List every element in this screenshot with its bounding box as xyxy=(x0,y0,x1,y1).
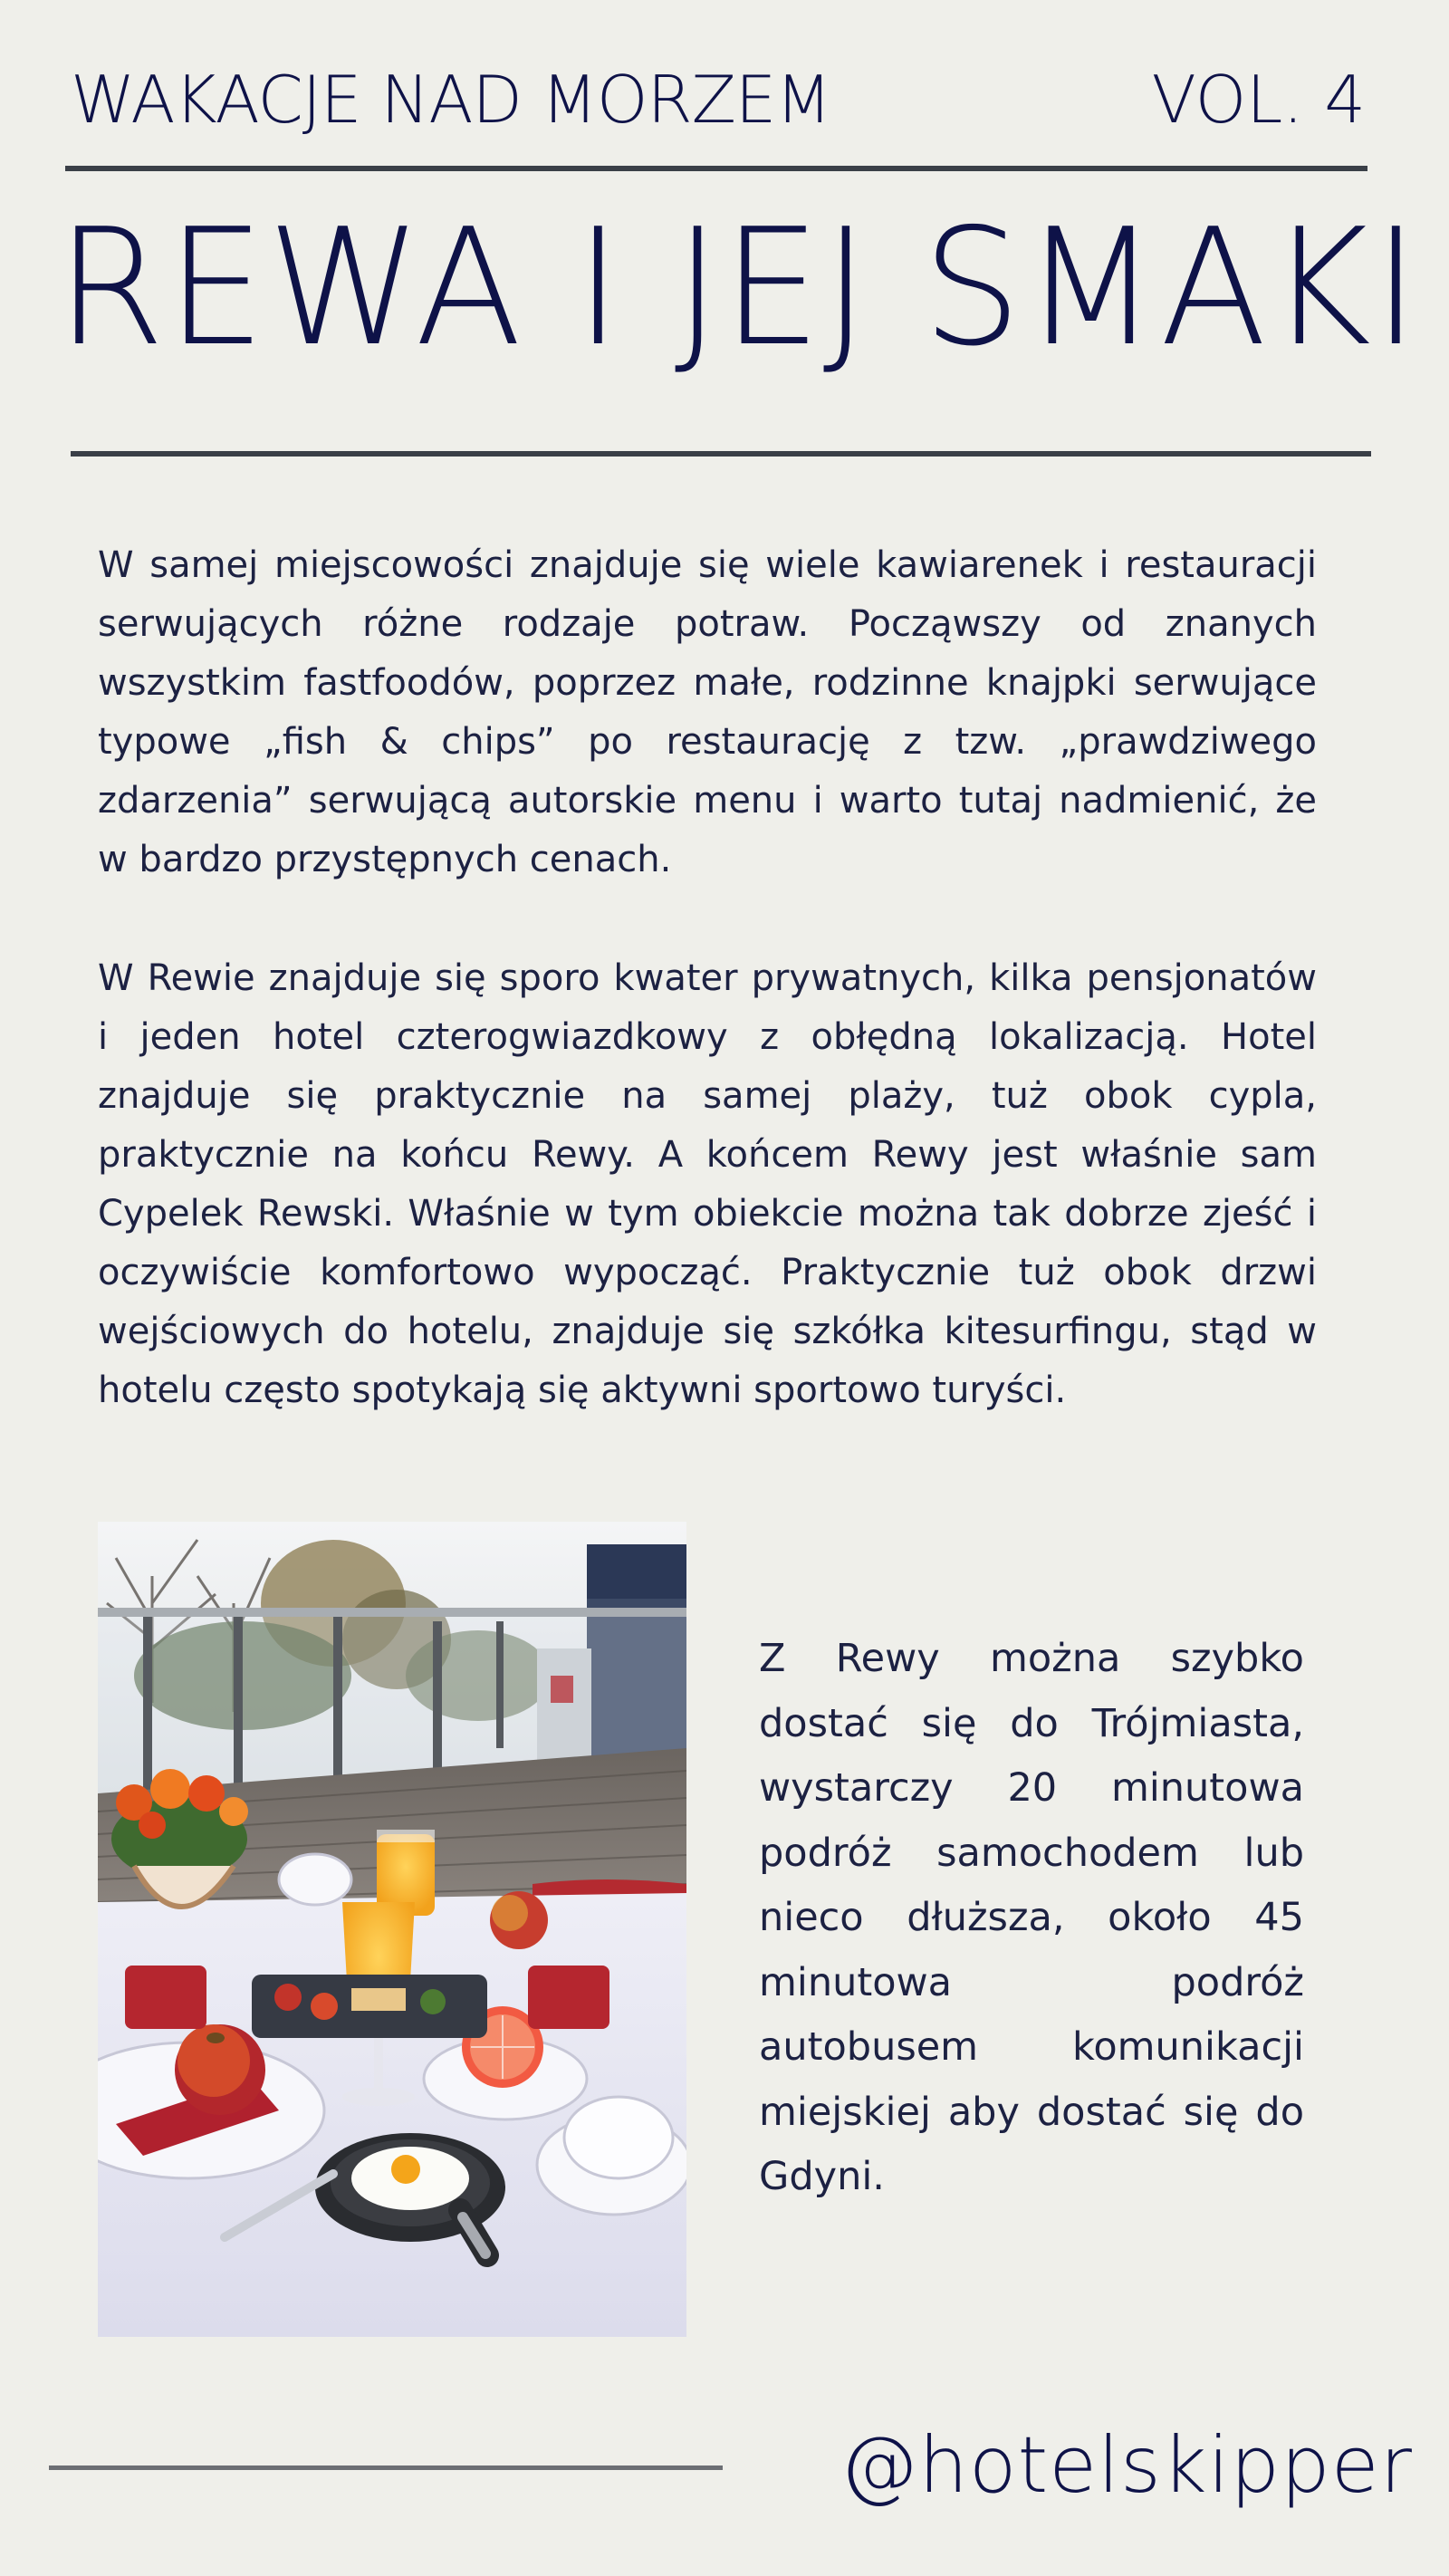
title-divider xyxy=(71,451,1371,457)
article-paragraph-2: W Rewie znajduje się sporo kwater prywatnych, kilka pensjonatów i jeden hotel czterogwiazdkowy z obłędną lokalizacją. Hotel znajduje się praktycznie na samej plaży, tuż obok cypla, praktycznie na końcu Rewy. A końcem Rewy jest właśnie sam Cypelek Rewski. Właśnie w tym obiekcie można tak dobrze zjeść i oczywiście komfortowo wypocząć. Praktycznie tuż obok drzwi wejściowych do hotelu, znajduje się szkółka kitesurfingu, stąd w hotelu często spotykają się aktywni sportowo turyści. xyxy=(98,957,1317,1411)
sidebar-paragraph: Z Rewy można szybko dostać się do Trójmiasta, wystarczy 20 minutowa podróż samochodem lub nieco dłuższa, około 45 minutowa podróż autobusem komunikacji miejskiej aby dostać się do Gdyni. xyxy=(759,1636,1304,2199)
page-title: REWA I JEJ SMAKI xyxy=(56,194,1421,381)
volume-label: VOL. 4 xyxy=(1151,62,1366,138)
top-divider xyxy=(65,166,1367,171)
breakfast-terrace-photo xyxy=(98,1522,686,2337)
series-title: WAKACJE NAD MORZEM xyxy=(71,62,831,138)
social-handle[interactable]: @hotelskipper xyxy=(840,2420,1413,2511)
article-paragraph-1: W samej miejscowości znajduje się wiele kawiarenek i restauracji serwujących różne rodzaje potraw. Począwszy od znanych wszystkim fastfoodów, poprzez małe, rodzinne knajpki serwujące typowe „fish & chips” po restaurację z tzw. „prawdziwego zdarzenia” serwującą autorskie menu i warto tutaj nadmienić, że w bardzo przystępnych cenach. xyxy=(98,544,1317,880)
footer-divider xyxy=(49,2465,723,2470)
